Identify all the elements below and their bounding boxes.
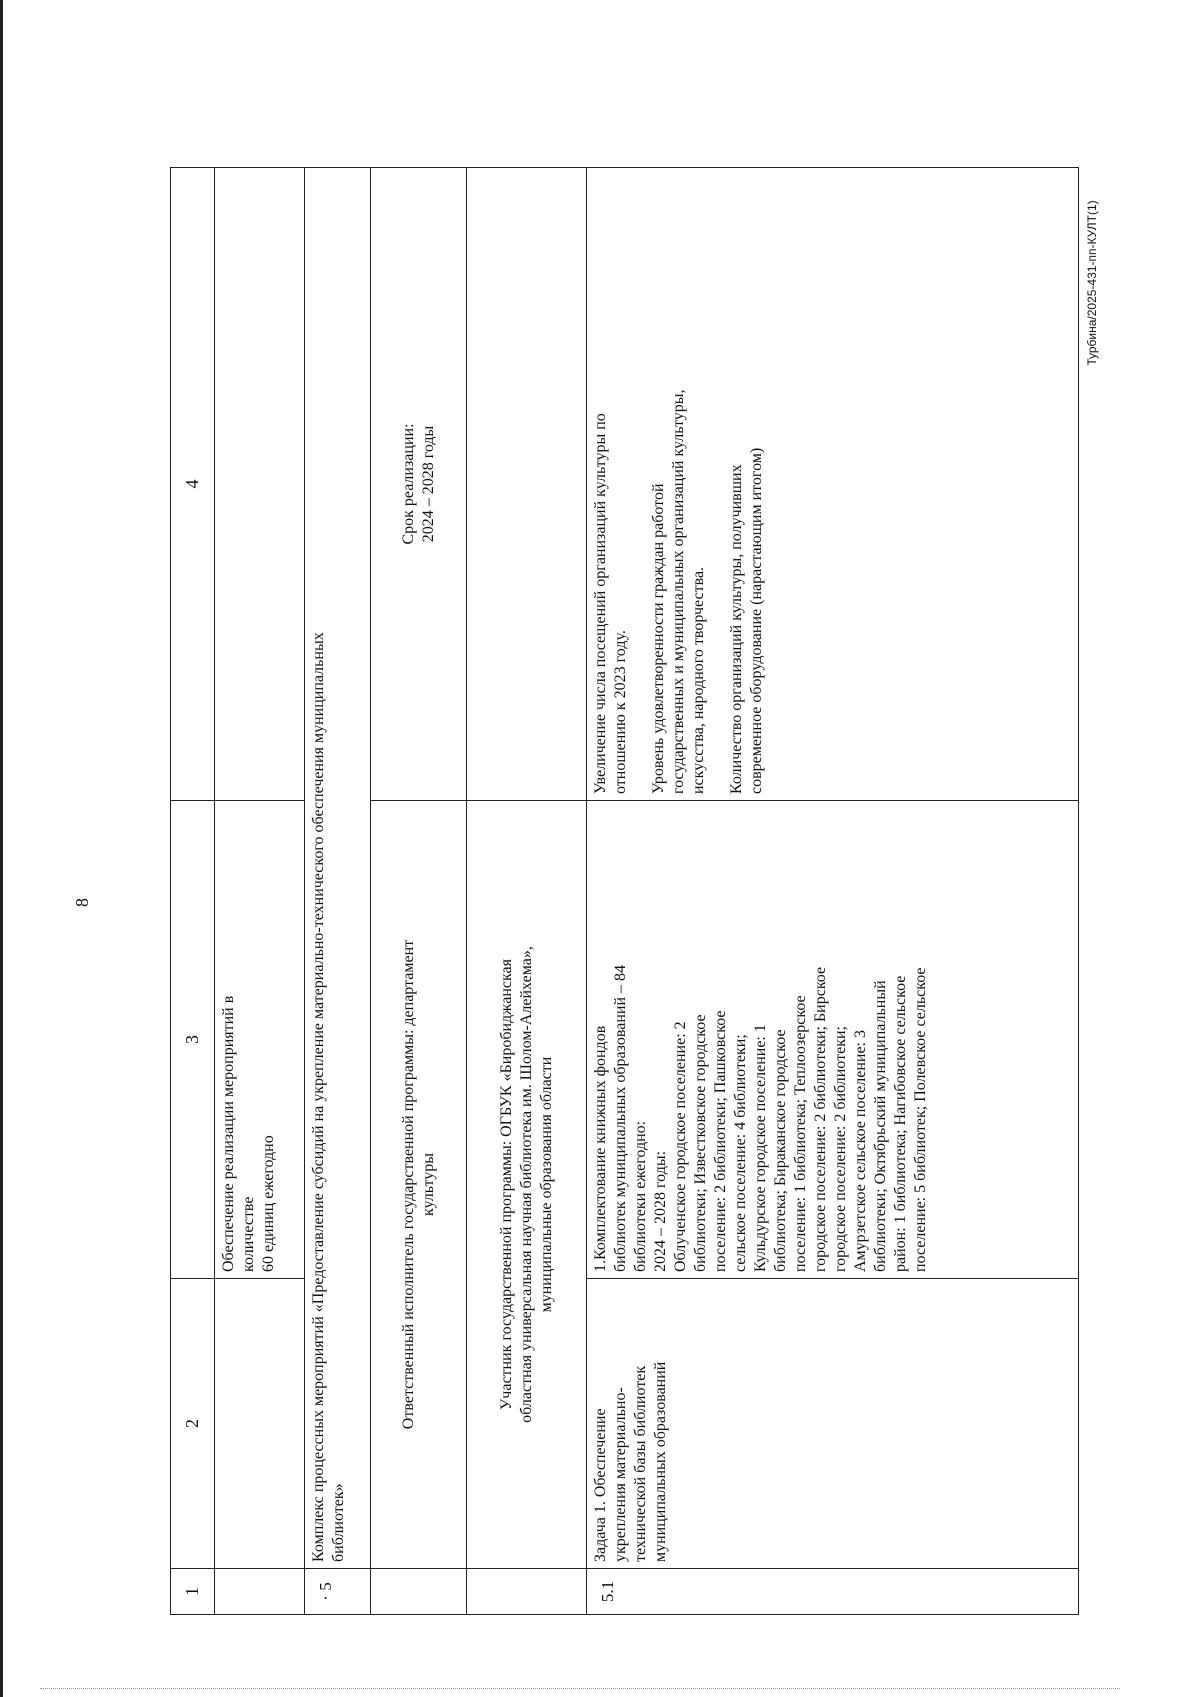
measure-line: Амурзетское сельское поселение: 3	[852, 1030, 869, 1272]
measure-line: библиотеки ежегодно:	[632, 1120, 649, 1272]
measure-line: сельское поселение: 4 библиотеки;	[732, 1034, 749, 1272]
result-line: Уровень удовлетворенности граждан работой	[650, 483, 667, 794]
participant-cell	[467, 801, 587, 1569]
program-table	[170, 167, 1079, 1615]
term-line: Срок реализации:	[399, 423, 417, 545]
participant-line: муниципальные образования области	[537, 1056, 555, 1313]
responsible-executor-cell	[371, 801, 467, 1569]
measure-line: поселение: 2 библиотеки; Пашковское	[712, 1010, 729, 1272]
measure-line: Облученское городское поселение: 2	[672, 1021, 689, 1272]
footer-code: Турбина/2025-431-пп-КУЛТ(1)	[1085, 200, 1099, 366]
task-line: технической базы библиотек	[632, 1365, 649, 1562]
measure-line: Кульдурское городское поселение: 1	[752, 1024, 769, 1272]
measure-line: поселение: 5 библиотек; Полевское сельское	[912, 967, 929, 1272]
measure-line: библиотеки; Октябрьский муниципальный	[872, 980, 889, 1272]
section-title-line: библиотек»	[330, 1483, 347, 1562]
responsible-line: культуры	[419, 1152, 437, 1217]
responsible-line: Ответственный исполнитель государственной программы: департамент	[399, 939, 417, 1430]
term-line: 2024 – 2028 годы	[419, 425, 437, 543]
result-line: государственных и муниципальных организаций культуры,	[670, 389, 687, 794]
cell-measures	[215, 801, 305, 1279]
table-row-continuation	[215, 168, 305, 1615]
section-marker: ·	[316, 1595, 335, 1601]
header-row	[171, 168, 215, 1615]
page-edge	[0, 0, 3, 1697]
result-line: искусства, народного творчества.	[690, 566, 707, 794]
table-row-5-1	[587, 168, 1079, 1615]
result-line: Увеличение числа посещений организаций культуры по	[592, 413, 609, 794]
table-row-section-5	[305, 168, 371, 1615]
measure-line: 60 единиц ежегодно	[260, 1135, 277, 1272]
section-title-cell	[305, 168, 371, 1569]
measure-line: городское поселение: 2 библиотеки; Бирское	[812, 966, 829, 1272]
header-col-4: 4	[171, 168, 215, 801]
cell-results	[215, 168, 305, 801]
page-number: 8	[72, 898, 92, 907]
task-line: Задача 1. Обеспечение	[592, 1408, 609, 1562]
header-col-3: 3	[171, 801, 215, 1279]
result-line: современное оборудование (нарастающим итогом)	[748, 447, 765, 794]
task-line: муниципальных образований	[652, 1361, 669, 1562]
measure-line: библиотек муниципальных образований – 84	[612, 964, 629, 1272]
participant-line: областная универсальная научная библиотека им. Шолом-Алейхема»,	[517, 946, 535, 1423]
results-cell	[587, 168, 1079, 801]
header-col-2: 2	[171, 1279, 215, 1569]
measure-line: библиотеки; Известковское городское	[692, 1014, 709, 1272]
measure-line: количестве	[240, 1196, 257, 1272]
scan-artifact-line	[40, 1688, 1120, 1690]
participant-line: Участник государственной программы: ОГБУК «Биробиджанская	[497, 959, 515, 1411]
cell-empty	[467, 168, 587, 801]
measure-line: 1.Комплектование книжных фондов	[592, 1025, 609, 1272]
task-line: укрепления материально-	[612, 1387, 629, 1562]
measure-line: Обеспечение реализации мероприятий в	[220, 995, 237, 1272]
program-table-frame	[170, 168, 1079, 1615]
section-number: 5	[316, 1582, 335, 1591]
cell-task	[215, 1279, 305, 1569]
result-line: Количество организаций культуры, получивших	[728, 464, 745, 794]
section-title-line: Комплекс процессных мероприятий «Предоставление субсидий на укрепление материально-технического обеспечения муниципальных	[310, 632, 327, 1562]
result-line: отношению к 2023 году.	[612, 630, 629, 794]
implementation-term-cell	[371, 168, 467, 801]
cell-empty	[467, 1569, 587, 1615]
measures-cell	[587, 801, 1079, 1279]
cell-num	[215, 1569, 305, 1615]
program-table-rotated	[170, 168, 1079, 1615]
task-cell	[587, 1279, 1079, 1569]
table-row-responsible	[371, 168, 467, 1615]
cell-empty	[371, 1569, 467, 1615]
measure-line: городское поселение: 2 библиотеки;	[832, 1026, 849, 1272]
header-col-1: 1	[171, 1569, 215, 1615]
measure-line: район: 1 библиотека; Нагибовское сельское	[892, 975, 909, 1272]
measure-line: 2024 – 2028 годы:	[652, 1150, 669, 1272]
table-row-participant	[467, 168, 587, 1615]
measure-line: библиотека; Бираканское городское	[772, 1029, 789, 1272]
subsection-number: 5.1	[587, 1569, 1079, 1615]
measure-line: поселение: 1 библиотека; Теплоозерское	[792, 995, 809, 1272]
section-number-cell	[305, 1569, 371, 1615]
